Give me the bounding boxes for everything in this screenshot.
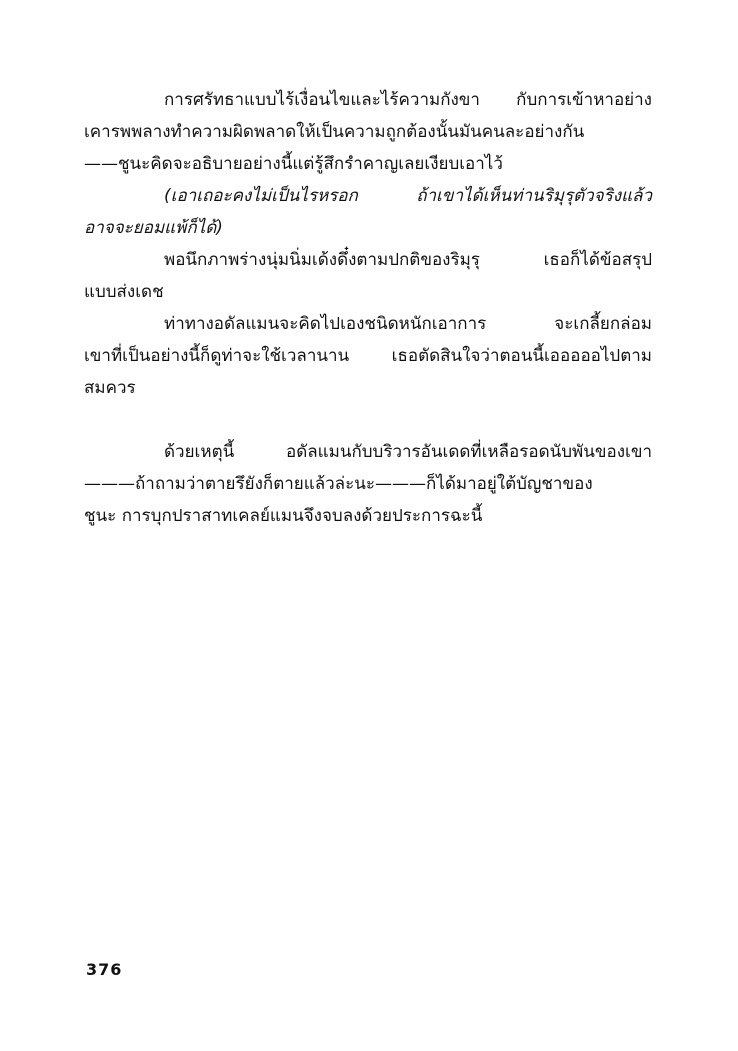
paragraph-line: สมควร <box>84 378 136 398</box>
paragraph-line: อาจจะยอมแพ้ก็ได้) <box>84 218 223 238</box>
scene-break <box>84 404 652 436</box>
paragraph-line: แบบส่งเดช <box>84 282 164 302</box>
paragraph-line: ——ชูนะคิดจะอธิบายอย่างนี้แต่รู้สึกรำคาญเลยเงียบเอาไว้ <box>84 154 503 174</box>
paragraph-line: การศรัทธาแบบไร้เงื่อนไขและไร้ความกังขา กับการเข้าหาอย่าง <box>164 90 652 110</box>
paragraph-line: เคารพพลางทำความผิดพลาดให้เป็นความถูกต้องนั้นมันคนละอย่างกัน <box>84 122 585 142</box>
body-text <box>84 84 652 532</box>
paragraph-line: ท่าทางอดัลแมนจะคิดไปเองชนิดหนักเอาการ จะเกลี้ยกล่อม <box>164 314 652 334</box>
page-number: 376 <box>86 960 123 979</box>
paragraph-line: ชูนะ การบุกปราสาทเคลย์แมนจึงจบลงด้วยประการฉะนี้ <box>84 506 483 526</box>
paragraph-line: เขาที่เป็นอย่างนี้ก็ดูท่าจะใช้เวลานาน เธอตัดสินใจว่าตอนนี้เอออออไปตาม <box>84 346 652 366</box>
paragraph-line: ด้วยเหตุนี้ อดัลแมนกับบริวารอันเดดที่เหลือรอดนับพันของเขา <box>164 442 652 462</box>
paragraph-line: (เอาเถอะคงไม่เป็นไรหรอก ถ้าเขาได้เห็นท่านริมุรุตัวจริงแล้ว <box>164 186 652 206</box>
paragraph-line: พอนึกภาพร่างนุ่มนิ่มเด้งดึ๋งตามปกติของริมุรุ เธอก็ได้ข้อสรุป <box>164 250 652 270</box>
paragraph-line: ———ถ้าถามว่าตายรึยังก็ตายแล้วล่ะนะ———ก็ได้มาอยู่ใต้บัญชาของ <box>84 474 593 494</box>
